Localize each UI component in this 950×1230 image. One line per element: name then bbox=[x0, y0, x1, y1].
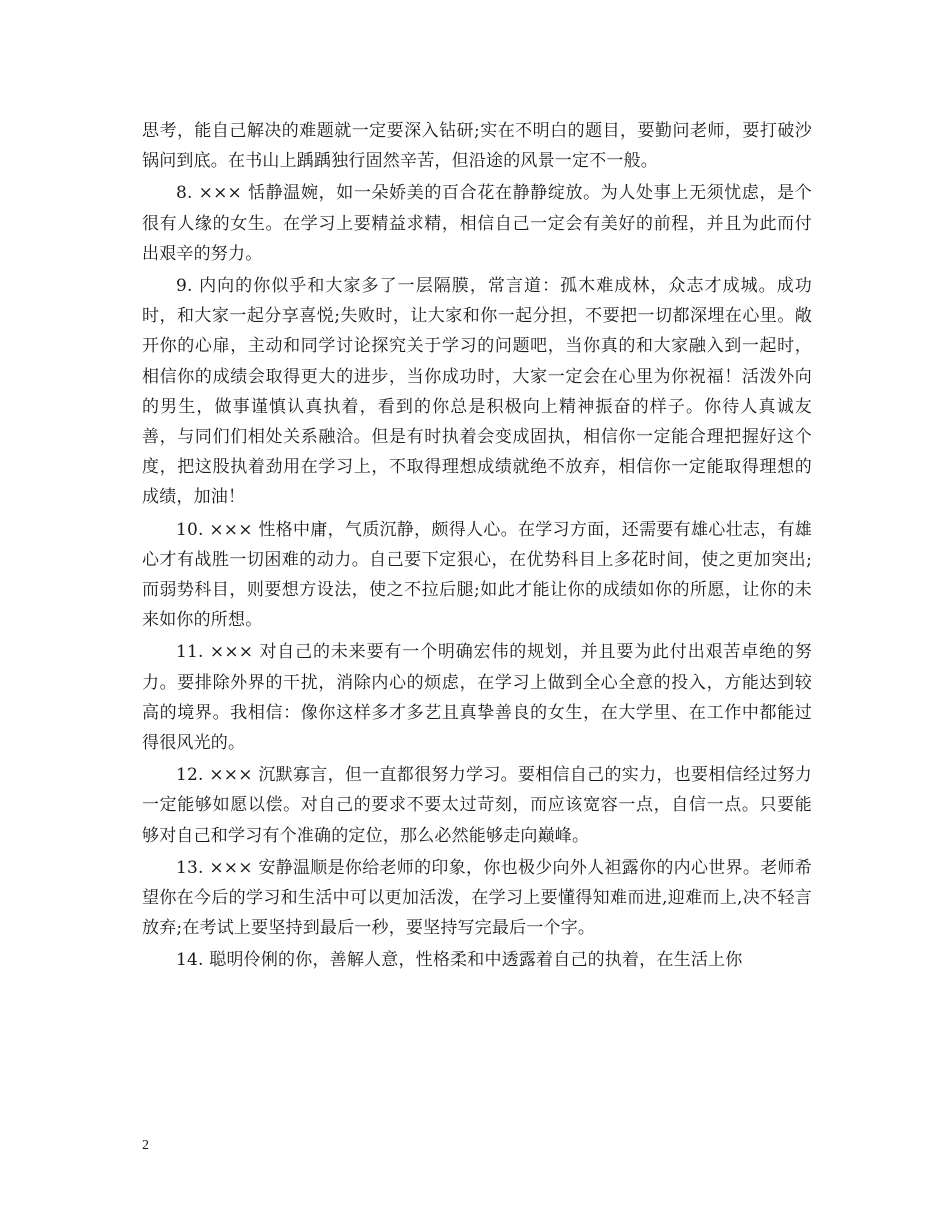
page-number: 2 bbox=[142, 1138, 149, 1153]
paragraph-item-9: 9. 内向的你似乎和大家多了一层隔膜，常言道：孤木难成林，众志才成城。成功时，和大家一起分享喜悦;失败时，让大家和你一起分担，不要把一切都深埋在心里。敞开你的心扉，主动和同学讨论探究关于学习的问题吧，当你真的和大家融入到一起时，相信你的成绩会取得更大的进步，当你成功时，大家一定会在心里为你祝福！活泼外向的男生，做事谨慎认真执着，看到的你总是积极向上精神振奋的样子。你待人真诚友善，与同们们相处关系融洽。但是有时执着会变成固执，相信你一定能合理把握好这个度，把这股执着劲用在学习上，不取得理想成绩就绝不放弃，相信你一定能取得理想的成绩，加油！ bbox=[142, 276, 812, 508]
paragraph-item-8: 8. ××× 恬静温婉，如一朵娇美的百合花在静静绽放。为人处事上无须忧虑，是个很有人缘的女生。在学习上要精益求精，相信自己一定会有美好的前程，并且为此而付出艰辛的努力。 bbox=[142, 183, 812, 264]
paragraph-item-14: 14. 聪明伶俐的你，善解人意，性格柔和中透露着自己的执着，在生活上你 bbox=[176, 950, 743, 971]
paragraph-continuation: 思考，能自己解决的难题就一定要深入钻研;实在不明白的题目，要勤问老师，要打破沙锅问到底。在书山上踽踽独行固然辛苦，但沿途的风景一定不一般。 bbox=[142, 121, 812, 172]
paragraph-item-13: 13. ××× 安静温顺是你给老师的印象，你也极少向外人袒露你的内心世界。老师希望你在今后的学习和生活中可以更加活泼，在学习上要懂得知难而进,迎难而上,决不轻言放弃;在考试上要坚持到最后一秒，要坚持写完最后一个字。 bbox=[142, 857, 812, 939]
paragraph-item-11: 11. ××× 对自己的未来要有一个明确宏伟的规划，并且要为此付出艰苦卓绝的努力。要排除外界的干扰，消除内心的烦虑，在学习上做到全心全意的投入，方能达到较高的境界。我相信：像你这样多才多艺且真挚善良的女生，在大学里、在工作中都能过得很风光的。 bbox=[142, 642, 812, 754]
document-body bbox=[142, 116, 812, 976]
paragraph-item-10: 10. ××× 性格中庸，气质沉静，颇得人心。在学习方面，还需要有雄心壮志，有雄心才有战胜一切困难的动力。自己要下定狠心，在优势科目上多花时间，使之更加突出;而弱势科目，则要想方设法，使之不拉后腿;如此才能让你的成绩如你的所愿，让你的未来如你的所想。 bbox=[142, 519, 812, 631]
paragraph-item-12: 12. ××× 沉默寡言，但一直都很努力学习。要相信自己的实力，也要相信经过努力一定能够如愿以偿。对自己的要求不要太过苛刻，而应该宽容一点，自信一点。只要能够对自己和学习有个准确的定位，那么必然能够走向巅峰。 bbox=[142, 765, 812, 846]
